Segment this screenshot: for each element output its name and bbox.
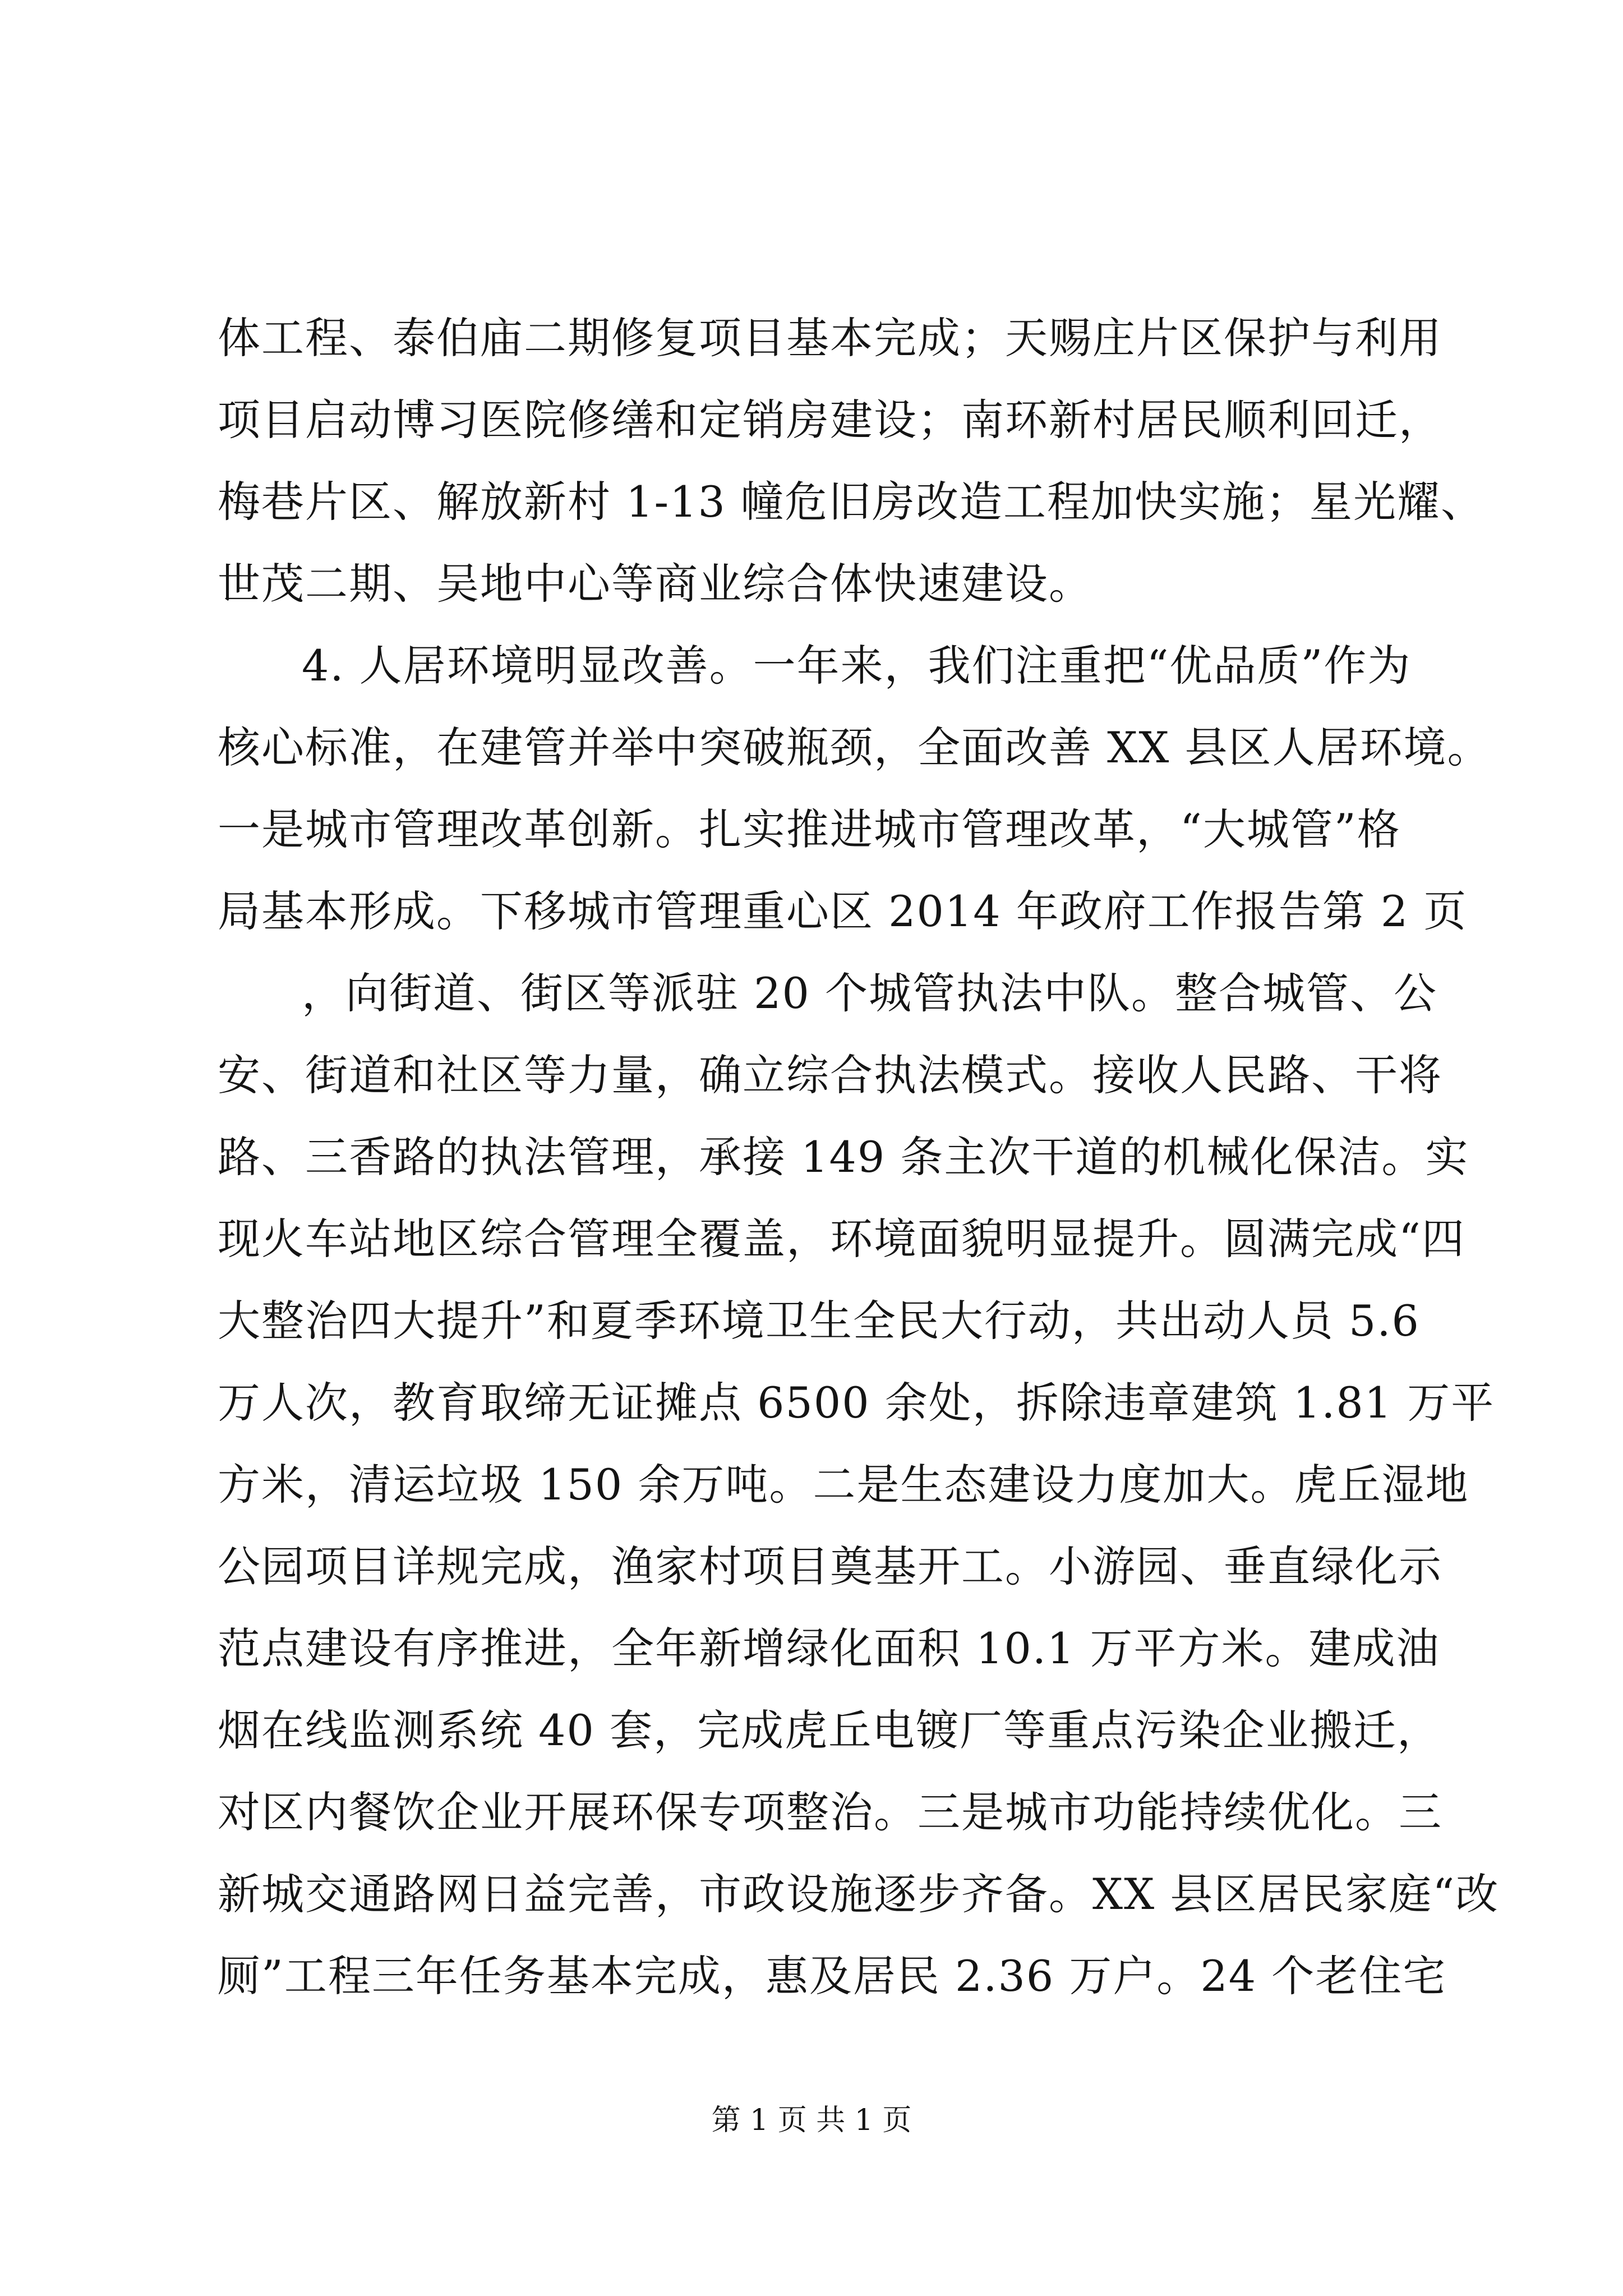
text-line: 梅巷片区、解放新村 1-13 幢危旧房改造工程加快实施；星光耀、: [218, 477, 1485, 527]
text-line: 烟在线监测系统 40 套，完成虎丘电镀厂等重点污染企业搬迁，: [218, 1705, 1441, 1755]
text-line: 范点建设有序推进，全年新增绿化面积 10.1 万平方米。建成油: [218, 1623, 1440, 1673]
text-line: 厕”工程三年任务基本完成，惠及居民 2.36 万户。24 个老住宅: [218, 1951, 1447, 2001]
page-footer: [0, 2101, 1623, 2140]
paragraph-start-line: ，向街道、街区等派驻 20 个城管执法中队。整合城管、公: [302, 968, 1438, 1018]
text-line: 体工程、泰伯庙二期修复项目基本完成；天赐庄片区保护与利用: [218, 313, 1442, 363]
text-line: 一是城市管理改革创新。扎实推进城市管理改革，“大城管”格: [218, 804, 1401, 854]
page-number: 第 1 页 共 1 页: [711, 2104, 912, 2137]
text-line: 方米，清运垃圾 150 余万吨。二是生态建设力度加大。虎丘湿地: [218, 1460, 1469, 1510]
text-line: 大整治四大提升”和夏季环境卫生全民大行动，共出动人员 5.6: [218, 1296, 1420, 1346]
text-line: 对区内餐饮企业开展环保专项整治。三是城市功能持续优化。三: [218, 1787, 1442, 1837]
text-line: 万人次，教育取缔无证摊点 6500 余处，拆除违章建筑 1.81 万平: [218, 1378, 1495, 1428]
text-line: 局基本形成。下移城市管理重心区 2014 年政府工作报告第 2 页: [218, 886, 1468, 936]
text-line: 现火车站地区综合管理全覆盖，环境面貌明显提升。圆满完成“四: [218, 1214, 1465, 1264]
text-line: 新城交通路网日益完善，市政设施逐步齐备。XX 县区居民家庭“改: [218, 1869, 1500, 1919]
text-line: 路、三香路的执法管理，承接 149 条主次干道的机械化保洁。实: [218, 1132, 1469, 1182]
text-line: 公园项目详规完成，渔家村项目奠基开工。小游园、垂直绿化示: [218, 1542, 1442, 1591]
text-line: 世茂二期、吴地中心等商业综合体快速建设。: [218, 559, 1092, 609]
paragraph-start-line: 4. 人居环境明显改善。一年来，我们注重把“优品质”作为: [302, 641, 1412, 691]
body-text: [218, 297, 1500, 2017]
text-line: 安、街道和社区等力量，确立综合执法模式。接收人民路、干将: [218, 1050, 1442, 1100]
text-line: 核心标准，在建管并举中突破瓶颈，全面改善 XX 县区人居环境。: [218, 723, 1491, 772]
text-line: 项目启动博习医院修缮和定销房建设；南环新村居民顺利回迁，: [218, 395, 1442, 445]
